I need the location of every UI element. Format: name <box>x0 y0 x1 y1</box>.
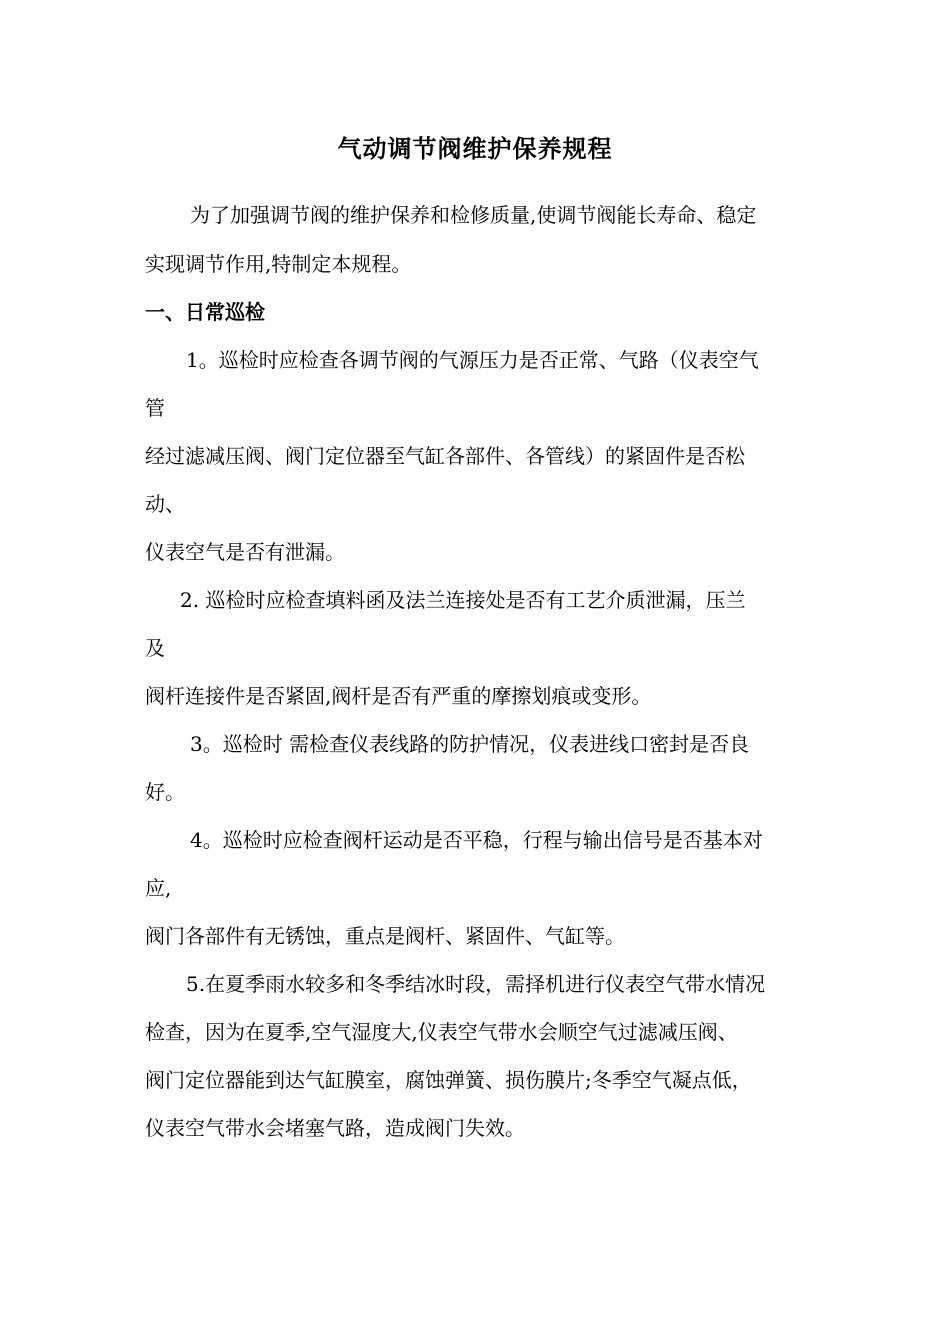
item-5-line-2: 检查，因为在夏季,空气湿度大,仪表空气带水会顺空气过滤减压阀、 <box>145 1020 738 1044</box>
item-2-line-2: 及 <box>145 636 165 660</box>
item-5-line-3: 阀门定位器能到达气缸膜室，腐蚀弹簧、损伤膜片;冬季空气凝点低， <box>145 1068 752 1092</box>
intro-line-2: 实现调节作用,特制定本规程。 <box>145 252 412 276</box>
item-5-line-4: 仪表空气带水会堵塞气路，造成阀门失效。 <box>145 1116 525 1140</box>
item-2-line-1: 2. 巡检时应检查填料函及法兰连接处是否有工艺介质泄漏，压兰 <box>180 588 746 612</box>
item-4-line-2: 应, <box>145 876 172 900</box>
document-title: 气动调节阀维护保养规程 <box>337 135 613 163</box>
item-3-line-1: 3。巡检时 需检查仪表线路的防护情况，仪表进线口密封是否良 <box>190 732 750 756</box>
item-2-line-3: 阀杆连接件是否紧固,阀杆是否有严重的摩擦划痕或变形。 <box>145 684 652 708</box>
item-1-line-2: 管 <box>145 396 165 420</box>
item-5-line-1: 5.在夏季雨水较多和冬季结冰时段，需择机进行仪表空气带水情况 <box>186 972 766 996</box>
section-heading: 一、日常巡检 <box>145 300 265 324</box>
item-3-line-2: 好。 <box>145 780 185 804</box>
item-1-line-3: 经过滤减压阀、阀门定位器至气缸各部件、各管线）的紧固件是否松 <box>145 444 745 468</box>
item-1-line-4: 动、 <box>145 492 185 516</box>
intro-line-1: 为了加强调节阀的维护保养和检修质量,使调节阀能长寿命、稳定 <box>190 203 757 227</box>
item-4-line-3: 阀门各部件有无锈蚀，重点是阀杆、紧固件、气缸等。 <box>145 924 625 948</box>
item-1-line-1: 1。巡检时应检查各调节阀的气源压力是否正常、气路（仪表空气 <box>186 348 759 372</box>
item-4-line-1: 4。巡检时应检查阀杆运动是否平稳，行程与输出信号是否基本对 <box>190 828 763 852</box>
item-1-line-5: 仪表空气是否有泄漏。 <box>145 540 345 564</box>
